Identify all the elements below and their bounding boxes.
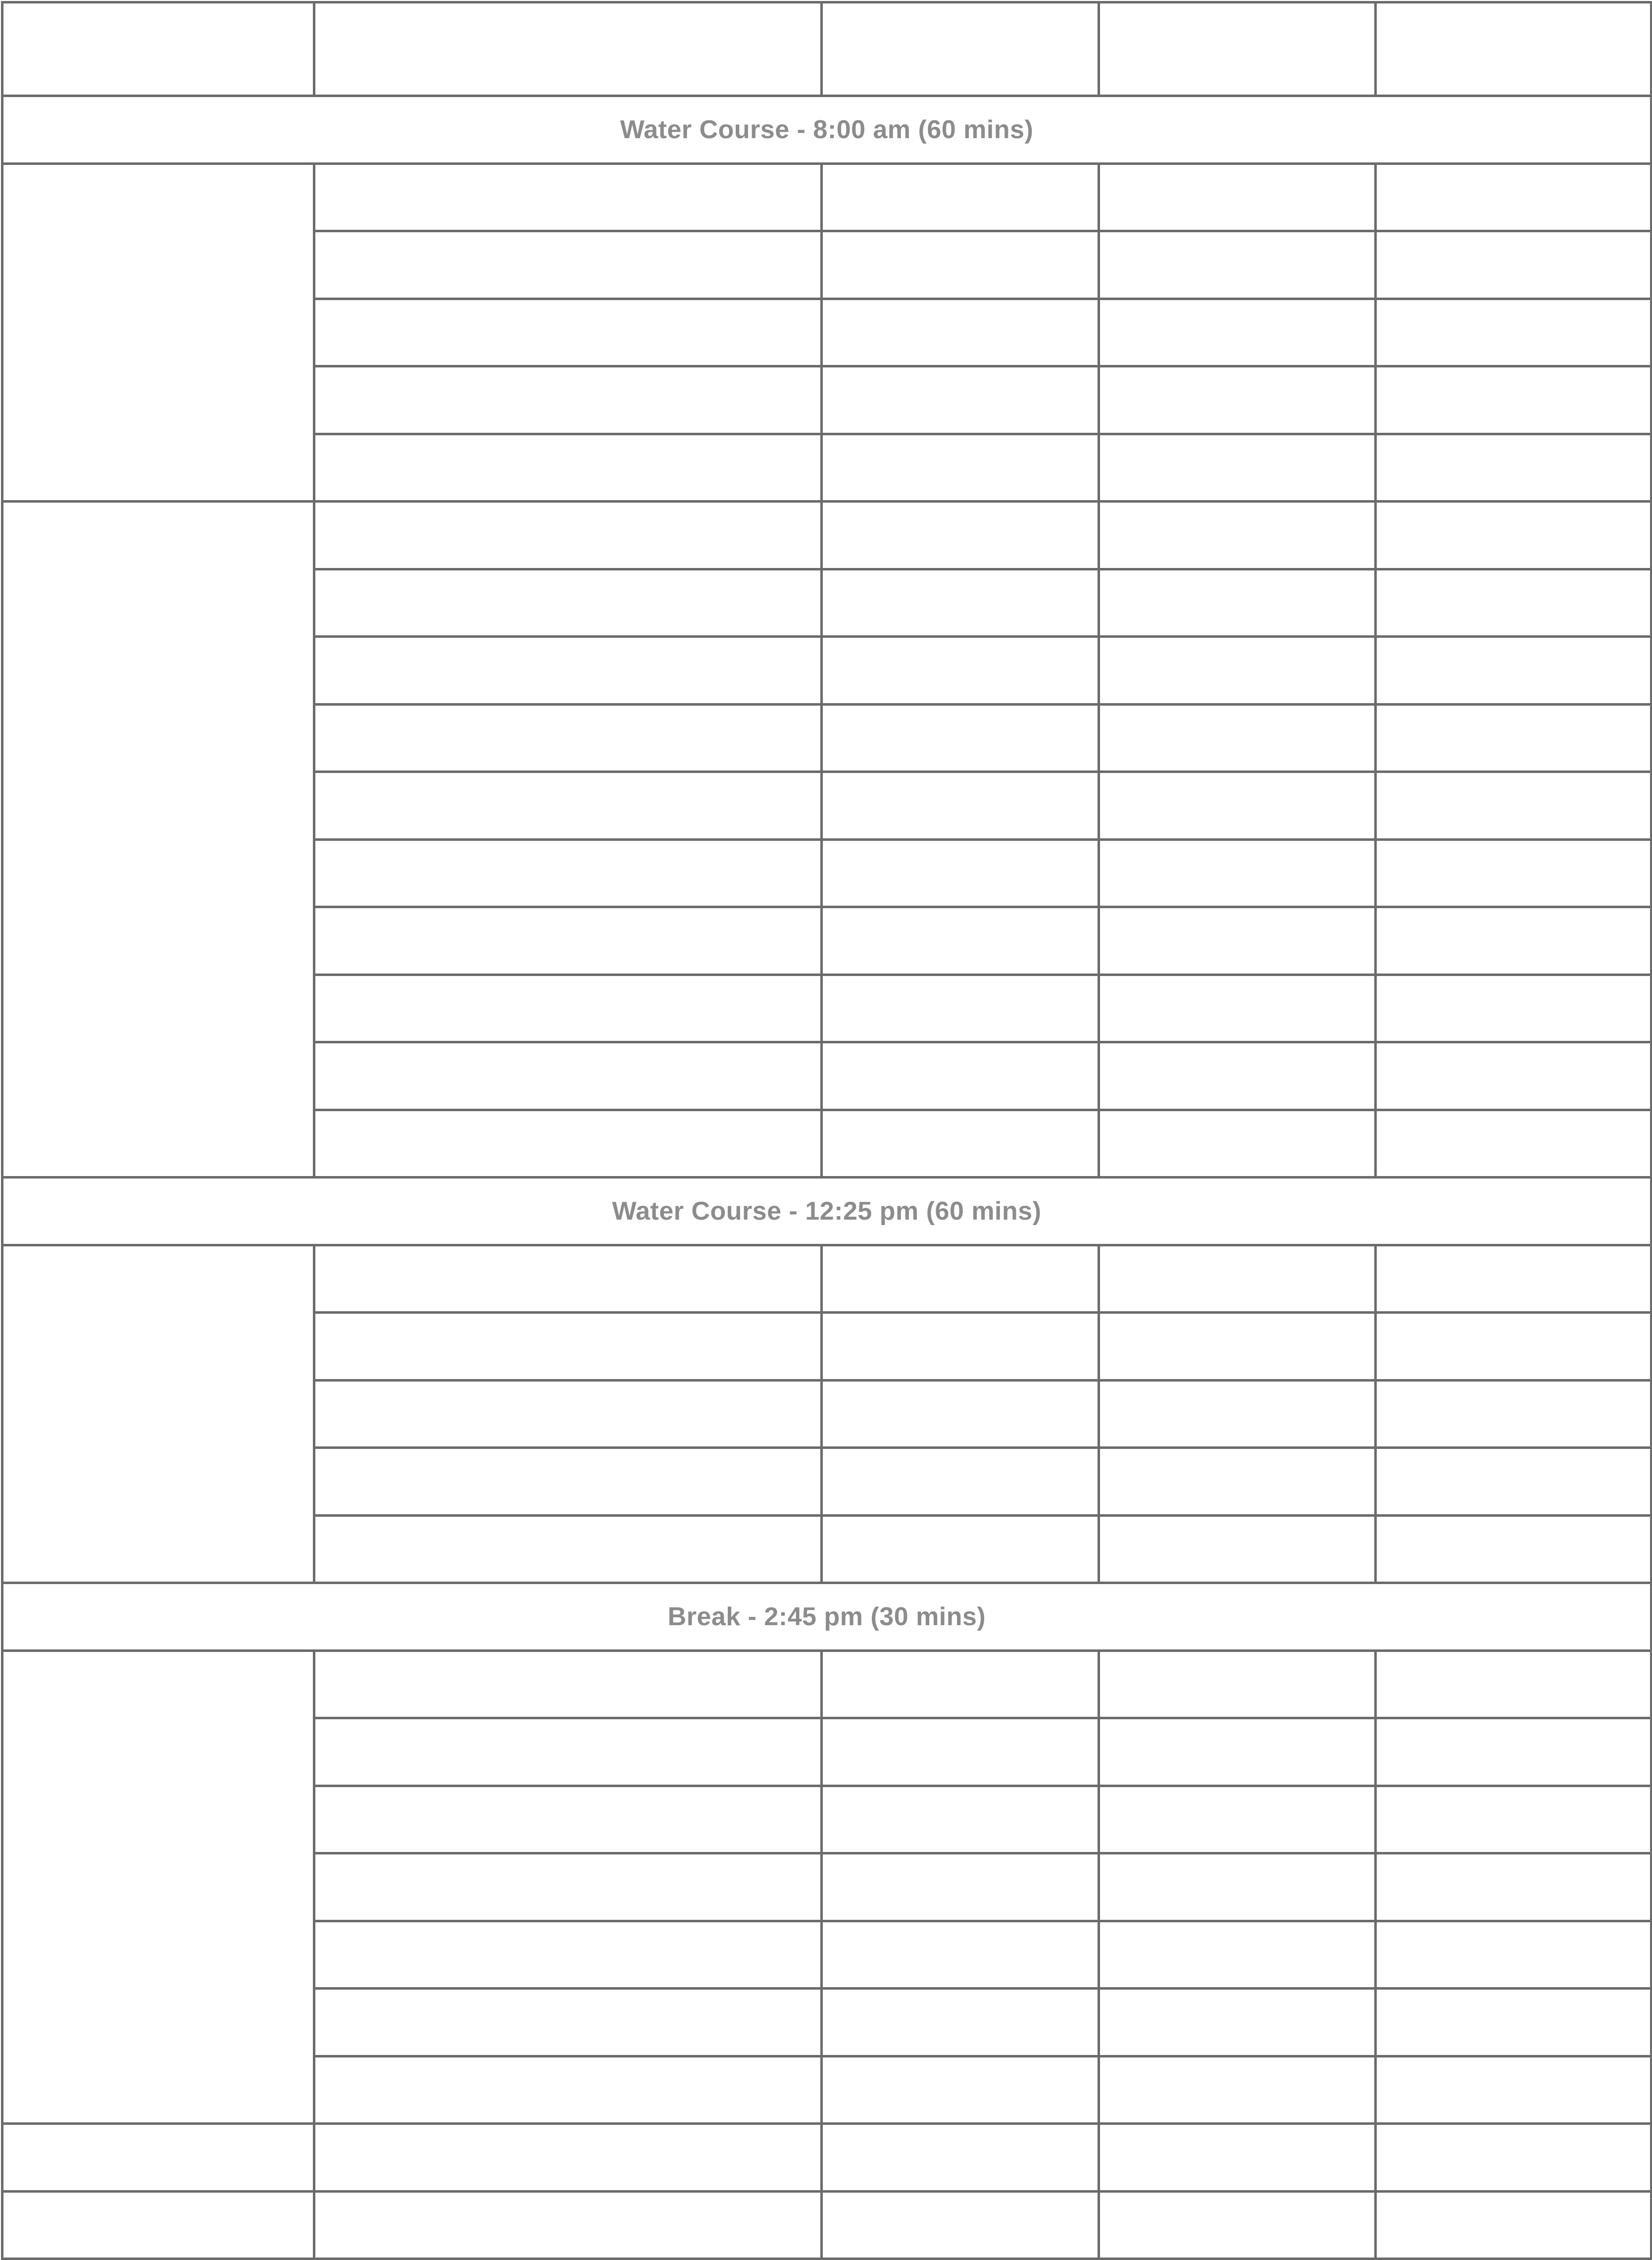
section-row xyxy=(2,96,1652,164)
section-row xyxy=(2,1178,1652,1245)
table-cell xyxy=(822,1921,1099,1989)
table-cell xyxy=(1099,299,1376,366)
group-cell xyxy=(2,1245,314,1583)
table-cell xyxy=(1376,1786,1652,1853)
table-cell xyxy=(1099,1110,1376,1178)
section-row xyxy=(2,1583,1652,1651)
table-cell xyxy=(1099,2056,1376,2124)
table-cell xyxy=(314,569,822,637)
table-cell xyxy=(314,637,822,705)
table-cell xyxy=(314,975,822,1042)
table-cell xyxy=(1376,1245,1652,1313)
table-cell xyxy=(1099,704,1376,772)
table-cell xyxy=(822,1448,1099,1516)
table-cell xyxy=(1099,1380,1376,1448)
table-cell xyxy=(314,1110,822,1178)
header-cell xyxy=(1099,2,1376,96)
table-cell xyxy=(822,637,1099,705)
table-cell xyxy=(822,772,1099,840)
table-cell xyxy=(822,1786,1099,1853)
table-cell xyxy=(1099,1448,1376,1516)
header-cell xyxy=(1376,2,1652,96)
section-title xyxy=(2,96,1652,164)
table-cell xyxy=(1376,772,1652,840)
table-cell xyxy=(314,502,822,569)
table-cell xyxy=(1376,366,1652,434)
table-cell xyxy=(1099,839,1376,907)
table-cell xyxy=(1376,163,1652,231)
table-cell xyxy=(1099,366,1376,434)
section-title xyxy=(2,1583,1652,1651)
table-cell xyxy=(1099,1718,1376,1786)
table-cell xyxy=(1376,1921,1652,1989)
table-cell xyxy=(822,1245,1099,1313)
table-row xyxy=(2,1650,1652,1718)
table-cell xyxy=(1376,1650,1652,1718)
table-cell xyxy=(1376,299,1652,366)
table-cell xyxy=(1376,2124,1652,2192)
table-cell xyxy=(822,2191,1099,2259)
table-cell xyxy=(1376,1380,1652,1448)
table-cell xyxy=(1099,975,1376,1042)
table-cell xyxy=(822,434,1099,502)
table-row xyxy=(2,2124,1652,2192)
table-cell xyxy=(1376,1853,1652,1921)
table-cell xyxy=(314,1245,822,1313)
table-row xyxy=(2,2191,1652,2259)
table-cell xyxy=(1099,1515,1376,1583)
table-cell xyxy=(1376,975,1652,1042)
table-cell xyxy=(314,1786,822,1853)
table-cell xyxy=(1099,1245,1376,1313)
table-cell xyxy=(822,2056,1099,2124)
table-cell xyxy=(314,1448,822,1516)
table-cell xyxy=(822,975,1099,1042)
table-cell xyxy=(314,2124,822,2192)
table-cell xyxy=(822,907,1099,975)
header-cell xyxy=(314,2,822,96)
table-cell xyxy=(1099,2124,1376,2192)
group-cell xyxy=(2,502,314,1178)
table-cell xyxy=(314,1989,822,2056)
table-cell xyxy=(822,1853,1099,1921)
table-row xyxy=(2,163,1652,231)
table-cell xyxy=(1099,1313,1376,1381)
table-cell xyxy=(314,704,822,772)
table-cell xyxy=(314,1515,822,1583)
table-cell xyxy=(314,772,822,840)
table-cell xyxy=(1376,569,1652,637)
table-cell xyxy=(314,1718,822,1786)
table-cell xyxy=(1099,1921,1376,1989)
table-cell xyxy=(1376,502,1652,569)
table-cell xyxy=(822,1042,1099,1110)
table-cell xyxy=(1376,2191,1652,2259)
table-cell xyxy=(314,2191,822,2259)
table-row xyxy=(2,1245,1652,1313)
table-cell xyxy=(314,1921,822,1989)
table-cell xyxy=(822,299,1099,366)
table-cell xyxy=(314,1313,822,1381)
table-cell xyxy=(1376,231,1652,299)
header-row xyxy=(2,2,1652,96)
table-cell xyxy=(1376,1313,1652,1381)
table-cell xyxy=(822,1989,1099,2056)
table-cell xyxy=(314,231,822,299)
table-cell xyxy=(822,502,1099,569)
table-cell xyxy=(822,1718,1099,1786)
table-cell xyxy=(314,299,822,366)
table-row xyxy=(2,502,1652,569)
table-cell xyxy=(822,1380,1099,1448)
table-cell xyxy=(314,2056,822,2124)
schedule-table xyxy=(1,1,1652,2260)
table-cell xyxy=(314,907,822,975)
section-title-text: Break - 2:45 pm (30 mins) xyxy=(667,1602,986,1631)
table-cell xyxy=(1376,434,1652,502)
table-cell xyxy=(1099,231,1376,299)
table-cell xyxy=(314,1042,822,1110)
table-cell xyxy=(1099,1042,1376,1110)
table-cell xyxy=(822,163,1099,231)
table-cell xyxy=(822,231,1099,299)
table-cell xyxy=(1376,839,1652,907)
table-cell xyxy=(1376,1448,1652,1516)
header-cell xyxy=(2,2,314,96)
table-cell xyxy=(822,1110,1099,1178)
table-cell xyxy=(1099,163,1376,231)
table-cell xyxy=(1376,704,1652,772)
table-cell xyxy=(1099,434,1376,502)
table-cell xyxy=(1376,1110,1652,1178)
table-cell xyxy=(822,2124,1099,2192)
table-cell xyxy=(2,2124,314,2192)
table-cell xyxy=(314,434,822,502)
table-cell xyxy=(1376,907,1652,975)
table-cell xyxy=(314,839,822,907)
table-cell xyxy=(314,1380,822,1448)
table-cell xyxy=(1099,569,1376,637)
table-cell xyxy=(822,1313,1099,1381)
table-cell xyxy=(1099,2191,1376,2259)
table-cell xyxy=(822,839,1099,907)
table-cell xyxy=(1376,1989,1652,2056)
table-cell xyxy=(1099,1650,1376,1718)
table-cell xyxy=(314,366,822,434)
group-cell xyxy=(2,163,314,502)
table-cell xyxy=(1376,1042,1652,1110)
table-cell xyxy=(1099,637,1376,705)
section-title-text: Water Course - 12:25 pm (60 mins) xyxy=(612,1196,1042,1226)
header-cell xyxy=(822,2,1099,96)
section-title xyxy=(2,1178,1652,1245)
table-cell xyxy=(1099,1786,1376,1853)
table-cell xyxy=(314,163,822,231)
table-cell xyxy=(1376,637,1652,705)
table-cell xyxy=(314,1853,822,1921)
table-cell xyxy=(822,1515,1099,1583)
table-cell xyxy=(1099,907,1376,975)
table-cell xyxy=(314,1650,822,1718)
group-cell xyxy=(2,1650,314,2124)
table-cell xyxy=(1376,2056,1652,2124)
table-cell xyxy=(1376,1515,1652,1583)
table-cell xyxy=(1099,1989,1376,2056)
table-cell xyxy=(1099,502,1376,569)
table-cell xyxy=(822,1650,1099,1718)
table-cell xyxy=(822,704,1099,772)
section-title-text: Water Course - 8:00 am (60 mins) xyxy=(620,115,1034,144)
table-cell xyxy=(1099,1853,1376,1921)
table-cell xyxy=(1376,1718,1652,1786)
table-cell xyxy=(822,569,1099,637)
table-cell xyxy=(1099,772,1376,840)
table-cell xyxy=(822,366,1099,434)
table-cell xyxy=(2,2191,314,2259)
